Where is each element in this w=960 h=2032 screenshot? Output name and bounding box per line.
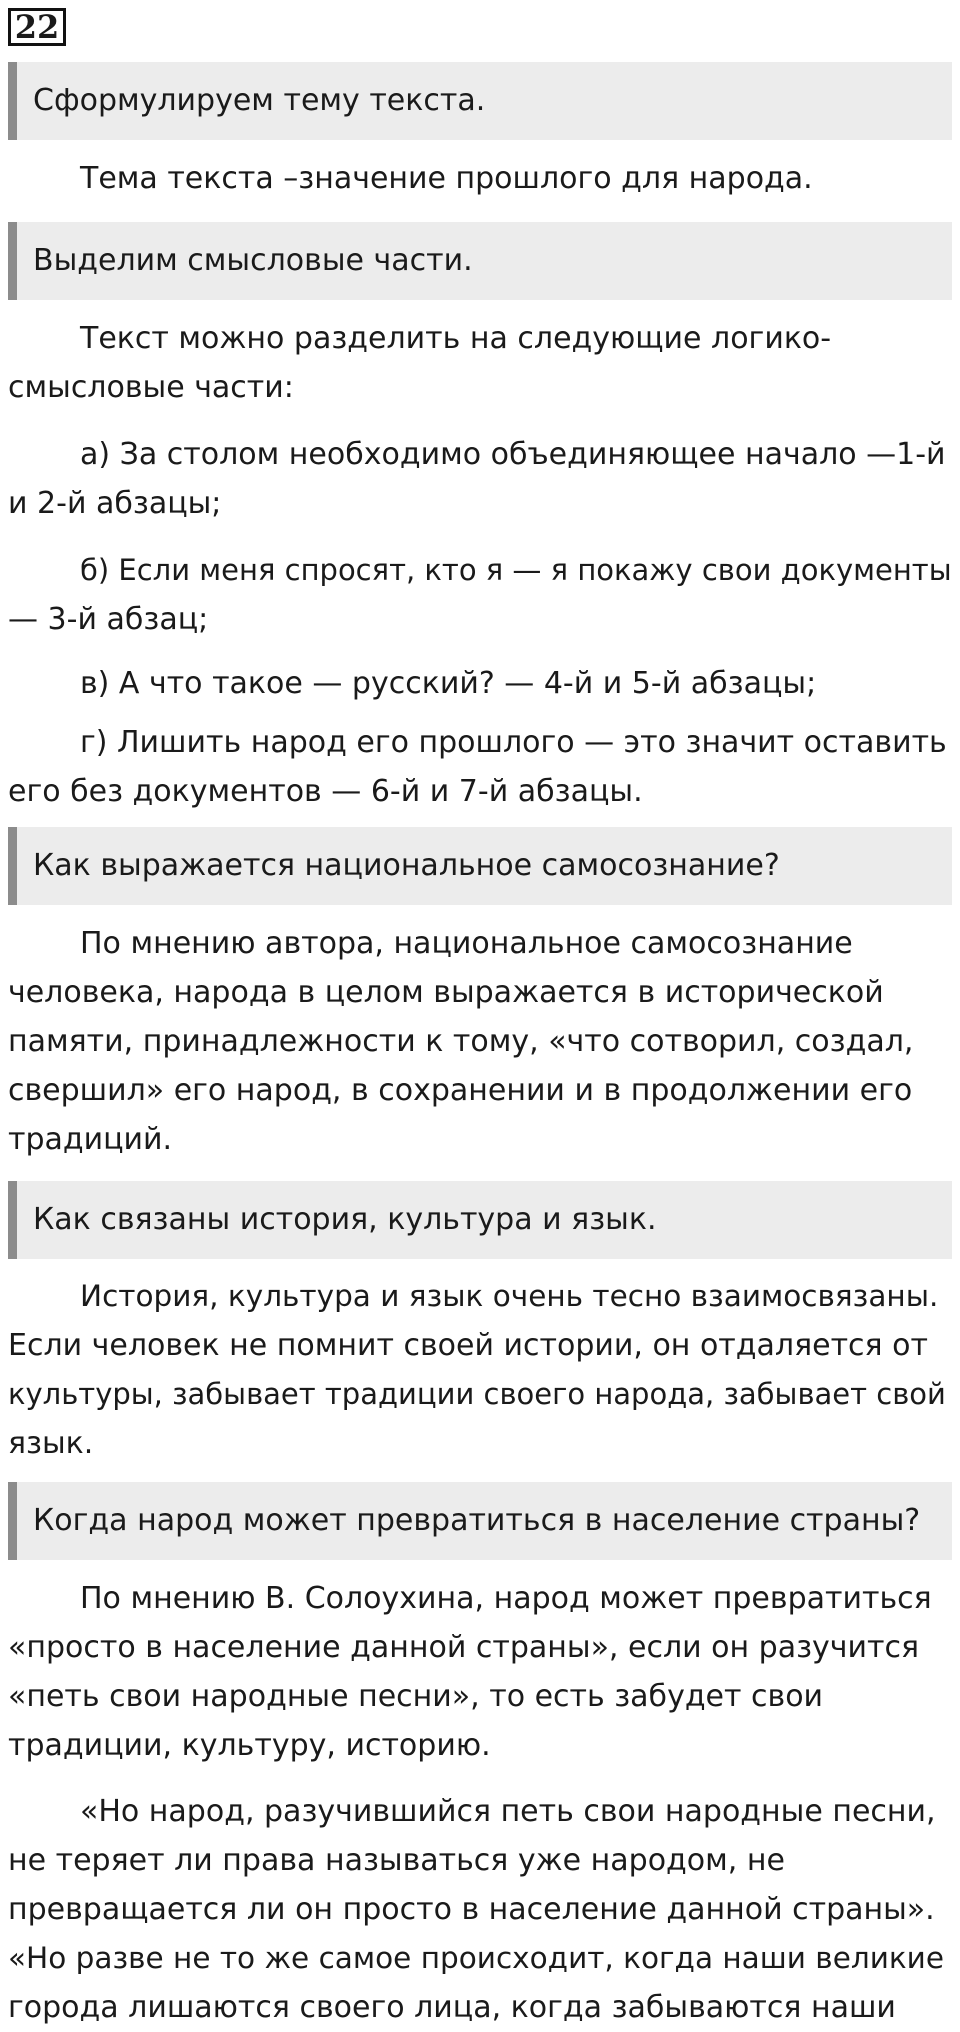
- text-line: — 3-й абзац;: [8, 602, 209, 637]
- answer-paragraph: [8, 1574, 952, 1770]
- text-line: памяти, принадлежности к тому, «что сотворил, создал,: [8, 1024, 914, 1059]
- answer-paragraph: [8, 546, 952, 644]
- question-heading: Когда народ может превратиться в население страны?: [8, 1482, 952, 1560]
- text-line: превращается ли он просто в население данной страны».: [8, 1892, 935, 1927]
- text-line: г) Лишить народ его прошлого — это значит оставить: [80, 725, 947, 760]
- text-line: города лишаются своего лица, когда забываются наши: [8, 1990, 896, 2025]
- text-line: смысловые части:: [8, 370, 294, 405]
- text-line: Текст можно разделить на следующие логико-: [80, 321, 832, 356]
- answer-paragraph: [8, 314, 952, 412]
- question-heading: Как связаны история, культура и язык.: [8, 1181, 952, 1259]
- text-line: его без документов — 6-й и 7-й абзацы.: [8, 774, 643, 809]
- text-line: традиций.: [8, 1122, 173, 1157]
- text-line: «Но разве не то же самое происходит, когда наши великие: [8, 1941, 945, 1975]
- text-line: Тема текста –значение прошлого для народа.: [80, 161, 813, 196]
- text-line: а) За столом необходимо объединяющее начало —1-й: [80, 437, 946, 472]
- text-line: традиции, культуру, историю.: [8, 1728, 491, 1763]
- text-line: «Но народ, разучившийся петь свои народные песни,: [80, 1794, 936, 1829]
- question-heading: Выделим смысловые части.: [8, 222, 952, 300]
- text-line: культуры, забывает традиции своего народа, забывает свой: [8, 1377, 946, 1411]
- text-line: человека, народа в целом выражается в исторической: [8, 975, 884, 1010]
- answer-paragraph: [8, 659, 952, 708]
- text-line: язык.: [8, 1426, 94, 1461]
- answer-paragraph: [8, 430, 952, 528]
- answer-paragraph: [8, 1272, 952, 1468]
- text-line: История, культура и язык очень тесно взаимосвязаны.: [80, 1279, 939, 1313]
- answer-paragraph: [8, 919, 952, 1164]
- answer-paragraph: [8, 718, 952, 816]
- answer-paragraph: [8, 1787, 952, 2032]
- text-line: По мнению В. Солоухина, народ может превратиться: [80, 1581, 932, 1616]
- text-line: свершил» его народ, в сохранении и в продолжении его: [8, 1073, 913, 1108]
- text-line: не теряет ли права называться уже народом, не: [8, 1843, 785, 1878]
- task-number-badge: 22: [8, 8, 66, 46]
- text-line: «петь свои народные песни», то есть забудет свои: [8, 1679, 824, 1714]
- text-line: По мнению автора, национальное самосознание: [80, 926, 853, 961]
- question-heading: Сформулируем тему текста.: [8, 62, 952, 140]
- question-heading: Как выражается национальное самосознание?: [8, 827, 952, 905]
- text-line: б) Если меня спросят, кто я — я покажу свои документы: [80, 553, 952, 587]
- answer-paragraph: [8, 154, 952, 203]
- text-line: Если человек не помнит своей истории, он отдаляется от: [8, 1328, 928, 1363]
- text-line: в) А что такое — русский? — 4-й и 5-й абзацы;: [80, 666, 817, 701]
- text-line: «просто в население данной страны», если он разучится: [8, 1630, 920, 1665]
- text-line: и 2-й абзацы;: [8, 486, 222, 521]
